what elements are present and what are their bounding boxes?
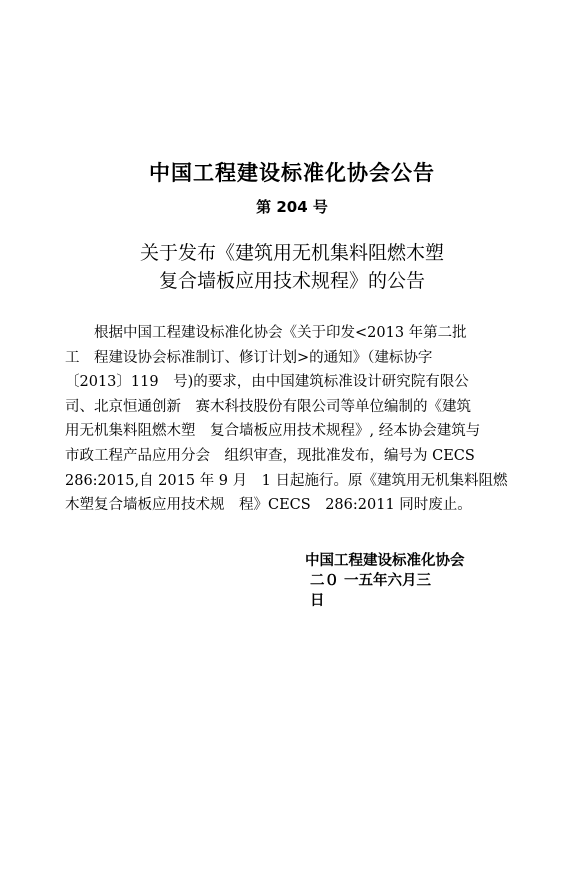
announcement-number: 第 204 号 — [256, 198, 328, 216]
signature-organization: 中国工程建设标准化协会 — [305, 553, 465, 569]
announcement-body — [65, 321, 523, 518]
body-line-8: 木塑复合墙板应用技术规 程》CECS 286:2011 同时废止。 — [65, 497, 472, 514]
body-line-7: 286:2015,自 2015 年 9 月 1 日起施行。原《建筑用无机集料阻燃 — [65, 472, 508, 489]
signature-date-line-1: 二０ 一五年六月三 — [310, 573, 432, 589]
announcement-title: 中国工程建设标准化协会公告 — [149, 161, 435, 185]
announcement-subject-line-2: 复合墙板应用技术规程》的公告 — [158, 270, 425, 292]
body-line-6: 市政工程产品应用分会 组织审查，现批准发布，编号为 CECS — [65, 447, 475, 464]
body-line-5: 用无机集料阻燃木塑 复合墙板应用技术规程》, 经本协会建筑与 — [65, 423, 481, 440]
body-line-3: 〔2013〕119 号)的要求，由中国建筑标准设计研究院有限公 — [65, 374, 469, 391]
body-line-2: 工 程建设协会标准制订、修订计划>的通知》（建标协字 — [65, 349, 433, 366]
body-line-1: 根据中国工程建设标准化协会《关于印发<2013 年第二批 — [94, 325, 467, 341]
signature-block — [305, 551, 485, 611]
signature-date-line-2: 日 — [310, 593, 325, 609]
announcement-subject-line-1: 关于发布《建筑用无机集料阻燃木塑 — [139, 242, 444, 264]
body-line-4: 司、北京恒通创新 赛木科技股份有限公司等单位编制的《建筑 — [65, 398, 471, 415]
